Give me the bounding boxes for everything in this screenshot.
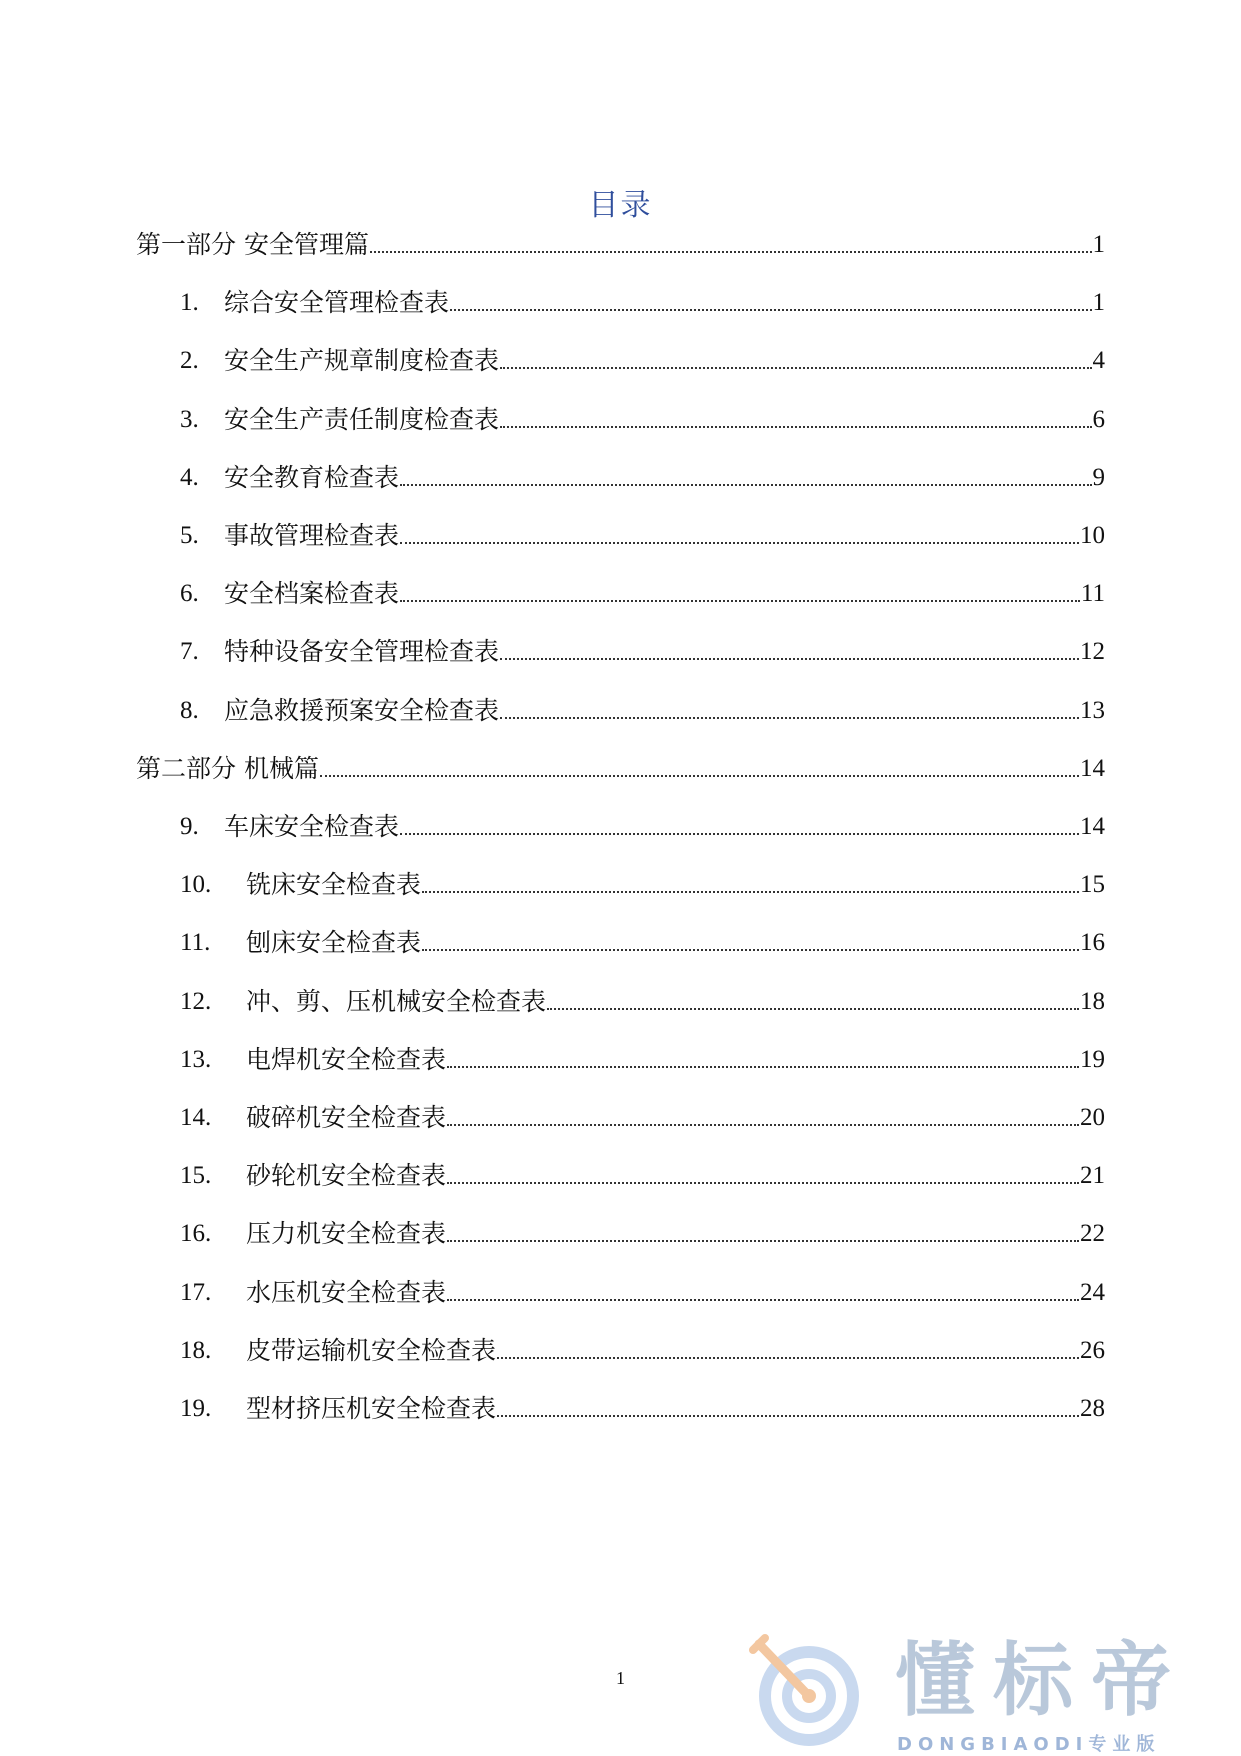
toc-entry-page: 22 xyxy=(1080,1220,1105,1248)
toc-entry-page: 19 xyxy=(1080,1045,1105,1073)
toc-dot-leader xyxy=(497,1415,1079,1417)
toc-entry-number: 15. xyxy=(180,1162,212,1190)
toc-dot-leader xyxy=(422,891,1079,893)
toc-entry[interactable] xyxy=(180,804,1105,844)
toc-entry-page: 14 xyxy=(1080,754,1105,782)
toc-entry[interactable] xyxy=(180,1211,1105,1251)
toc-title: 目录 xyxy=(588,188,653,223)
toc-entry-label: 铣床安全检查表 xyxy=(246,870,422,900)
toc-entry-number: 18. xyxy=(180,1336,212,1364)
toc-entry[interactable] xyxy=(180,862,1105,902)
toc-entry-number: 14. xyxy=(180,1104,212,1131)
toc-dot-leader xyxy=(447,1124,1079,1126)
toc-entry-page: 16 xyxy=(1080,929,1105,957)
toc-entry-page: 1 xyxy=(1092,289,1105,317)
toc-entry-number: 3. xyxy=(180,405,199,433)
toc-dot-leader xyxy=(447,1299,1079,1301)
toc-entry[interactable] xyxy=(180,1153,1105,1193)
toc-entry-page: 24 xyxy=(1080,1278,1105,1306)
toc-entry[interactable] xyxy=(180,280,1105,320)
toc-entry[interactable] xyxy=(180,1328,1105,1368)
toc-entry-page: 10 xyxy=(1080,522,1105,549)
toc-entry[interactable] xyxy=(180,455,1105,495)
toc-entry-page: 4 xyxy=(1092,347,1105,375)
page-number: 1 xyxy=(616,1668,625,1688)
toc-entry[interactable] xyxy=(180,338,1105,378)
toc-entry-label: 特种设备安全管理检查表 xyxy=(224,637,500,667)
toc-entry-page: 20 xyxy=(1080,1104,1105,1131)
toc-entry-label: 安全教育检查表 xyxy=(224,462,400,492)
watermark-subtext: DONGBIAODI专业版 xyxy=(897,1734,1161,1755)
toc-entry-number: 5. xyxy=(180,522,199,549)
toc-entry-page: 18 xyxy=(1080,987,1105,1015)
toc-dot-leader xyxy=(400,542,1079,544)
toc-entry-page: 1 xyxy=(1092,231,1105,258)
toc-entry-number: 6. xyxy=(180,580,199,608)
toc-entry-label: 破碎机安全检查表 xyxy=(246,1103,447,1132)
toc-entry-number: 2. xyxy=(180,347,199,375)
watermark xyxy=(745,1630,1241,1754)
toc-entry[interactable] xyxy=(180,1386,1105,1426)
toc-entry-number: 10. xyxy=(180,871,212,899)
toc-entry-number: 9. xyxy=(180,813,199,840)
toc-dot-leader xyxy=(450,309,1091,311)
toc-entry-page: 13 xyxy=(1080,696,1105,724)
toc-dot-leader xyxy=(422,949,1079,951)
toc-entry-page: 9 xyxy=(1092,463,1105,491)
toc-dot-leader xyxy=(370,251,1092,253)
toc-entry-number: 11. xyxy=(180,929,211,957)
toc-entry-label: 安全生产规章制度检查表 xyxy=(224,346,500,376)
toc-dot-leader xyxy=(447,1066,1079,1068)
toc-entry-page: 21 xyxy=(1080,1162,1105,1190)
toc-entry-page: 6 xyxy=(1092,405,1105,433)
toc-entry-page: 26 xyxy=(1080,1336,1105,1364)
toc-entry-page: 14 xyxy=(1080,813,1105,840)
toc-entry-label: 皮带运输机安全检查表 xyxy=(246,1335,497,1365)
toc-dot-leader xyxy=(400,833,1079,835)
toc-entry[interactable] xyxy=(180,1095,1105,1135)
toc-entry-label: 刨床安全检查表 xyxy=(246,928,422,958)
toc-entry[interactable] xyxy=(180,1270,1105,1310)
toc-entry-label: 型材挤压机安全检查表 xyxy=(246,1394,497,1423)
toc-entry-label: 水压机安全检查表 xyxy=(246,1277,447,1307)
toc-entry-number: 12. xyxy=(180,987,212,1015)
toc-entry[interactable] xyxy=(180,629,1105,669)
toc-entry[interactable] xyxy=(180,688,1105,728)
toc-entry-label: 第二部分 机械篇 xyxy=(136,753,319,783)
toc-entry-label: 应急救援预案安全检查表 xyxy=(224,695,500,725)
toc-dot-leader xyxy=(400,600,1080,602)
toc-dot-leader xyxy=(447,1240,1079,1242)
toc-entry-label: 电焊机安全检查表 xyxy=(246,1044,447,1074)
toc-dot-leader xyxy=(497,1357,1079,1359)
toc-entry-number: 4. xyxy=(180,463,199,491)
toc-entry-label: 车床安全检查表 xyxy=(224,812,400,841)
toc-dot-leader xyxy=(500,717,1079,719)
toc-entry-label: 安全生产责任制度检查表 xyxy=(224,404,500,434)
toc-entry[interactable] xyxy=(180,571,1105,611)
toc-entry-number: 1. xyxy=(180,289,199,317)
toc-entry-label: 压力机安全检查表 xyxy=(246,1219,447,1249)
toc-entry-page: 28 xyxy=(1080,1395,1105,1422)
toc-dot-leader xyxy=(500,658,1079,660)
toc-entry-label: 第一部分 安全管理篇 xyxy=(136,230,369,259)
toc-entry[interactable] xyxy=(180,397,1105,437)
toc-entry-page: 15 xyxy=(1080,871,1105,899)
toc-dot-leader xyxy=(500,367,1091,369)
toc-entry-number: 8. xyxy=(180,696,199,724)
toc-entry-number: 17. xyxy=(180,1278,212,1306)
target-arrow-icon xyxy=(745,1630,865,1754)
toc-entry-number: 13. xyxy=(180,1045,212,1073)
toc-entry[interactable] xyxy=(180,979,1105,1019)
toc-entry-label: 综合安全管理检查表 xyxy=(224,288,450,318)
toc-entry-label: 冲、剪、压机械安全检查表 xyxy=(246,986,547,1016)
toc-entry-page: 12 xyxy=(1080,638,1105,666)
toc-entry[interactable] xyxy=(180,513,1105,553)
toc-entry-label: 事故管理检查表 xyxy=(224,521,400,550)
toc-entry-number: 16. xyxy=(180,1220,212,1248)
toc-entry-number: 7. xyxy=(180,638,199,666)
toc-dot-leader xyxy=(320,775,1079,777)
toc-entry[interactable] xyxy=(136,222,1105,262)
toc-entry-number: 19. xyxy=(180,1395,212,1422)
toc-entry-page: 11 xyxy=(1080,580,1105,608)
watermark-text: 懂标帝 xyxy=(895,1634,1189,1727)
toc-dot-leader xyxy=(400,484,1091,486)
toc-entry[interactable] xyxy=(180,920,1105,960)
toc-entry[interactable] xyxy=(136,746,1105,786)
toc-entry[interactable] xyxy=(180,1037,1105,1077)
toc-dot-leader xyxy=(500,426,1091,428)
toc-entry-label: 安全档案检查表 xyxy=(224,579,400,609)
toc-entry-label: 砂轮机安全检查表 xyxy=(246,1161,447,1191)
toc-dot-leader xyxy=(447,1182,1079,1184)
toc-dot-leader xyxy=(547,1008,1079,1010)
